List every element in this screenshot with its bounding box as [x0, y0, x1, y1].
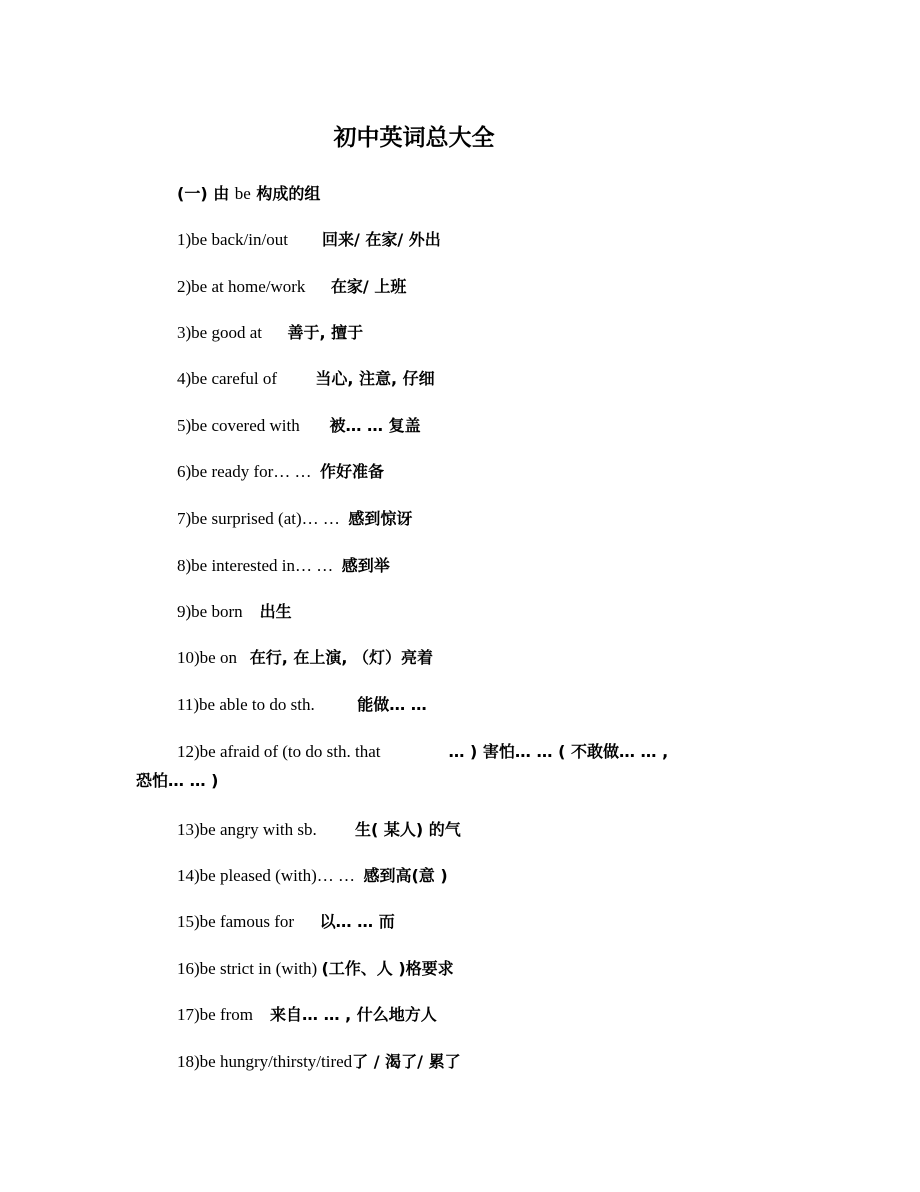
entry-16-en: 16)be strict in (with) [177, 959, 318, 978]
entry-11 [177, 694, 427, 716]
entry-12-gap [380, 742, 448, 761]
entry-12 [177, 741, 668, 763]
entry-13 [177, 819, 461, 841]
entry-3-en: 3)be good at [177, 323, 262, 342]
entry-17-zh: 来自… … , 什么地方人 [270, 1005, 437, 1024]
entry-10-en: 10)be on [177, 648, 237, 667]
entry-8-gap [333, 556, 342, 575]
entry-8 [177, 555, 390, 577]
entry-4 [177, 368, 435, 390]
entry-17-gap [253, 1005, 270, 1024]
entry-7 [177, 508, 412, 530]
entry-4-en: 4)be careful of [177, 369, 278, 388]
entry-15-zh: 以… … 而 [319, 912, 395, 931]
section-heading-en: be [234, 184, 251, 203]
entry-18-en: 18)be hungry/thirsty/tired [177, 1052, 353, 1071]
entry-7-zh: 感到惊讶 [348, 509, 413, 528]
entry-5 [177, 415, 421, 437]
entry-4-gap [277, 369, 315, 388]
entry-10-gap [237, 648, 250, 667]
entry-1-zh: 回来/ 在家/ 外出 [321, 230, 441, 249]
entry-6-zh: 作好准备 [320, 462, 385, 481]
entry-11-gap [315, 695, 358, 714]
entry-5-gap [300, 416, 330, 435]
entry-15-en: 15)be famous for [177, 912, 295, 931]
entry-2-gap [305, 277, 331, 296]
entry-2 [177, 276, 406, 298]
entry-17 [177, 1004, 437, 1026]
entry-2-zh: 在家/ 上班 [330, 277, 407, 296]
entry-12-zh: … ) 害怕… … ( 不敢做… … , [448, 742, 669, 761]
entry-16-zh: (工作、人 )格要求 [321, 959, 454, 978]
entry-10-zh: 在行, 在上演, （灯）亮着 [249, 648, 434, 667]
entry-9-en: 9)be born [177, 602, 243, 621]
entry-6 [177, 461, 384, 483]
entry-1 [177, 229, 441, 251]
entry-2-en: 2)be at home/work [177, 277, 306, 296]
entry-15-gap [294, 912, 320, 931]
entry-3 [177, 322, 363, 344]
entry-9 [177, 601, 292, 623]
section-heading-prefix: (一) 由 [177, 184, 235, 203]
entry-3-gap [262, 323, 288, 342]
entry-9-zh: 出生 [259, 602, 292, 621]
entry-8-zh: 感到举 [341, 556, 390, 575]
entry-18 [177, 1051, 461, 1073]
entry-11-zh: 能做… … [357, 695, 427, 714]
section-heading-suffix: 构成的组 [250, 184, 321, 203]
entry-5-en: 5)be covered with [177, 416, 300, 435]
section-heading [177, 183, 320, 205]
entry-9-gap [243, 602, 260, 621]
entry-7-en: 7)be surprised (at)… … [177, 509, 340, 528]
entry-1-en: 1)be back/in/out [177, 230, 288, 249]
entry-12-continuation: 恐怕… … ) [136, 771, 219, 790]
entry-4-zh: 当心, 注意, 仔细 [315, 369, 435, 388]
entry-14-zh: 感到高(意 ) [363, 866, 448, 885]
entry-1-gap [288, 230, 322, 249]
entry-13-gap [317, 820, 355, 839]
entry-6-en: 6)be ready for… … [177, 462, 312, 481]
entry-18-zh: 了 / 渴了/ 累了 [352, 1052, 461, 1071]
entry-8-en: 8)be interested in… … [177, 556, 334, 575]
entry-14-en: 14)be pleased (with)… … [177, 866, 355, 885]
entry-13-zh: 生( 某人) 的气 [355, 820, 461, 839]
document-title: 初中英词总大全 [333, 125, 495, 151]
entry-6-gap [312, 462, 321, 481]
entry-16 [177, 958, 454, 980]
entry-10 [177, 647, 433, 669]
entry-15 [177, 911, 395, 933]
entry-13-en: 13)be angry with sb. [177, 820, 317, 839]
entry-3-zh: 善于, 擅于 [287, 323, 364, 342]
entry-11-en: 11)be able to do sth. [177, 695, 315, 714]
entry-14 [177, 865, 448, 887]
entry-17-en: 17)be from [177, 1005, 254, 1024]
entry-5-zh: 被… … 复盖 [329, 416, 421, 435]
entry-12-en: 12)be afraid of (to do sth. that [177, 742, 381, 761]
